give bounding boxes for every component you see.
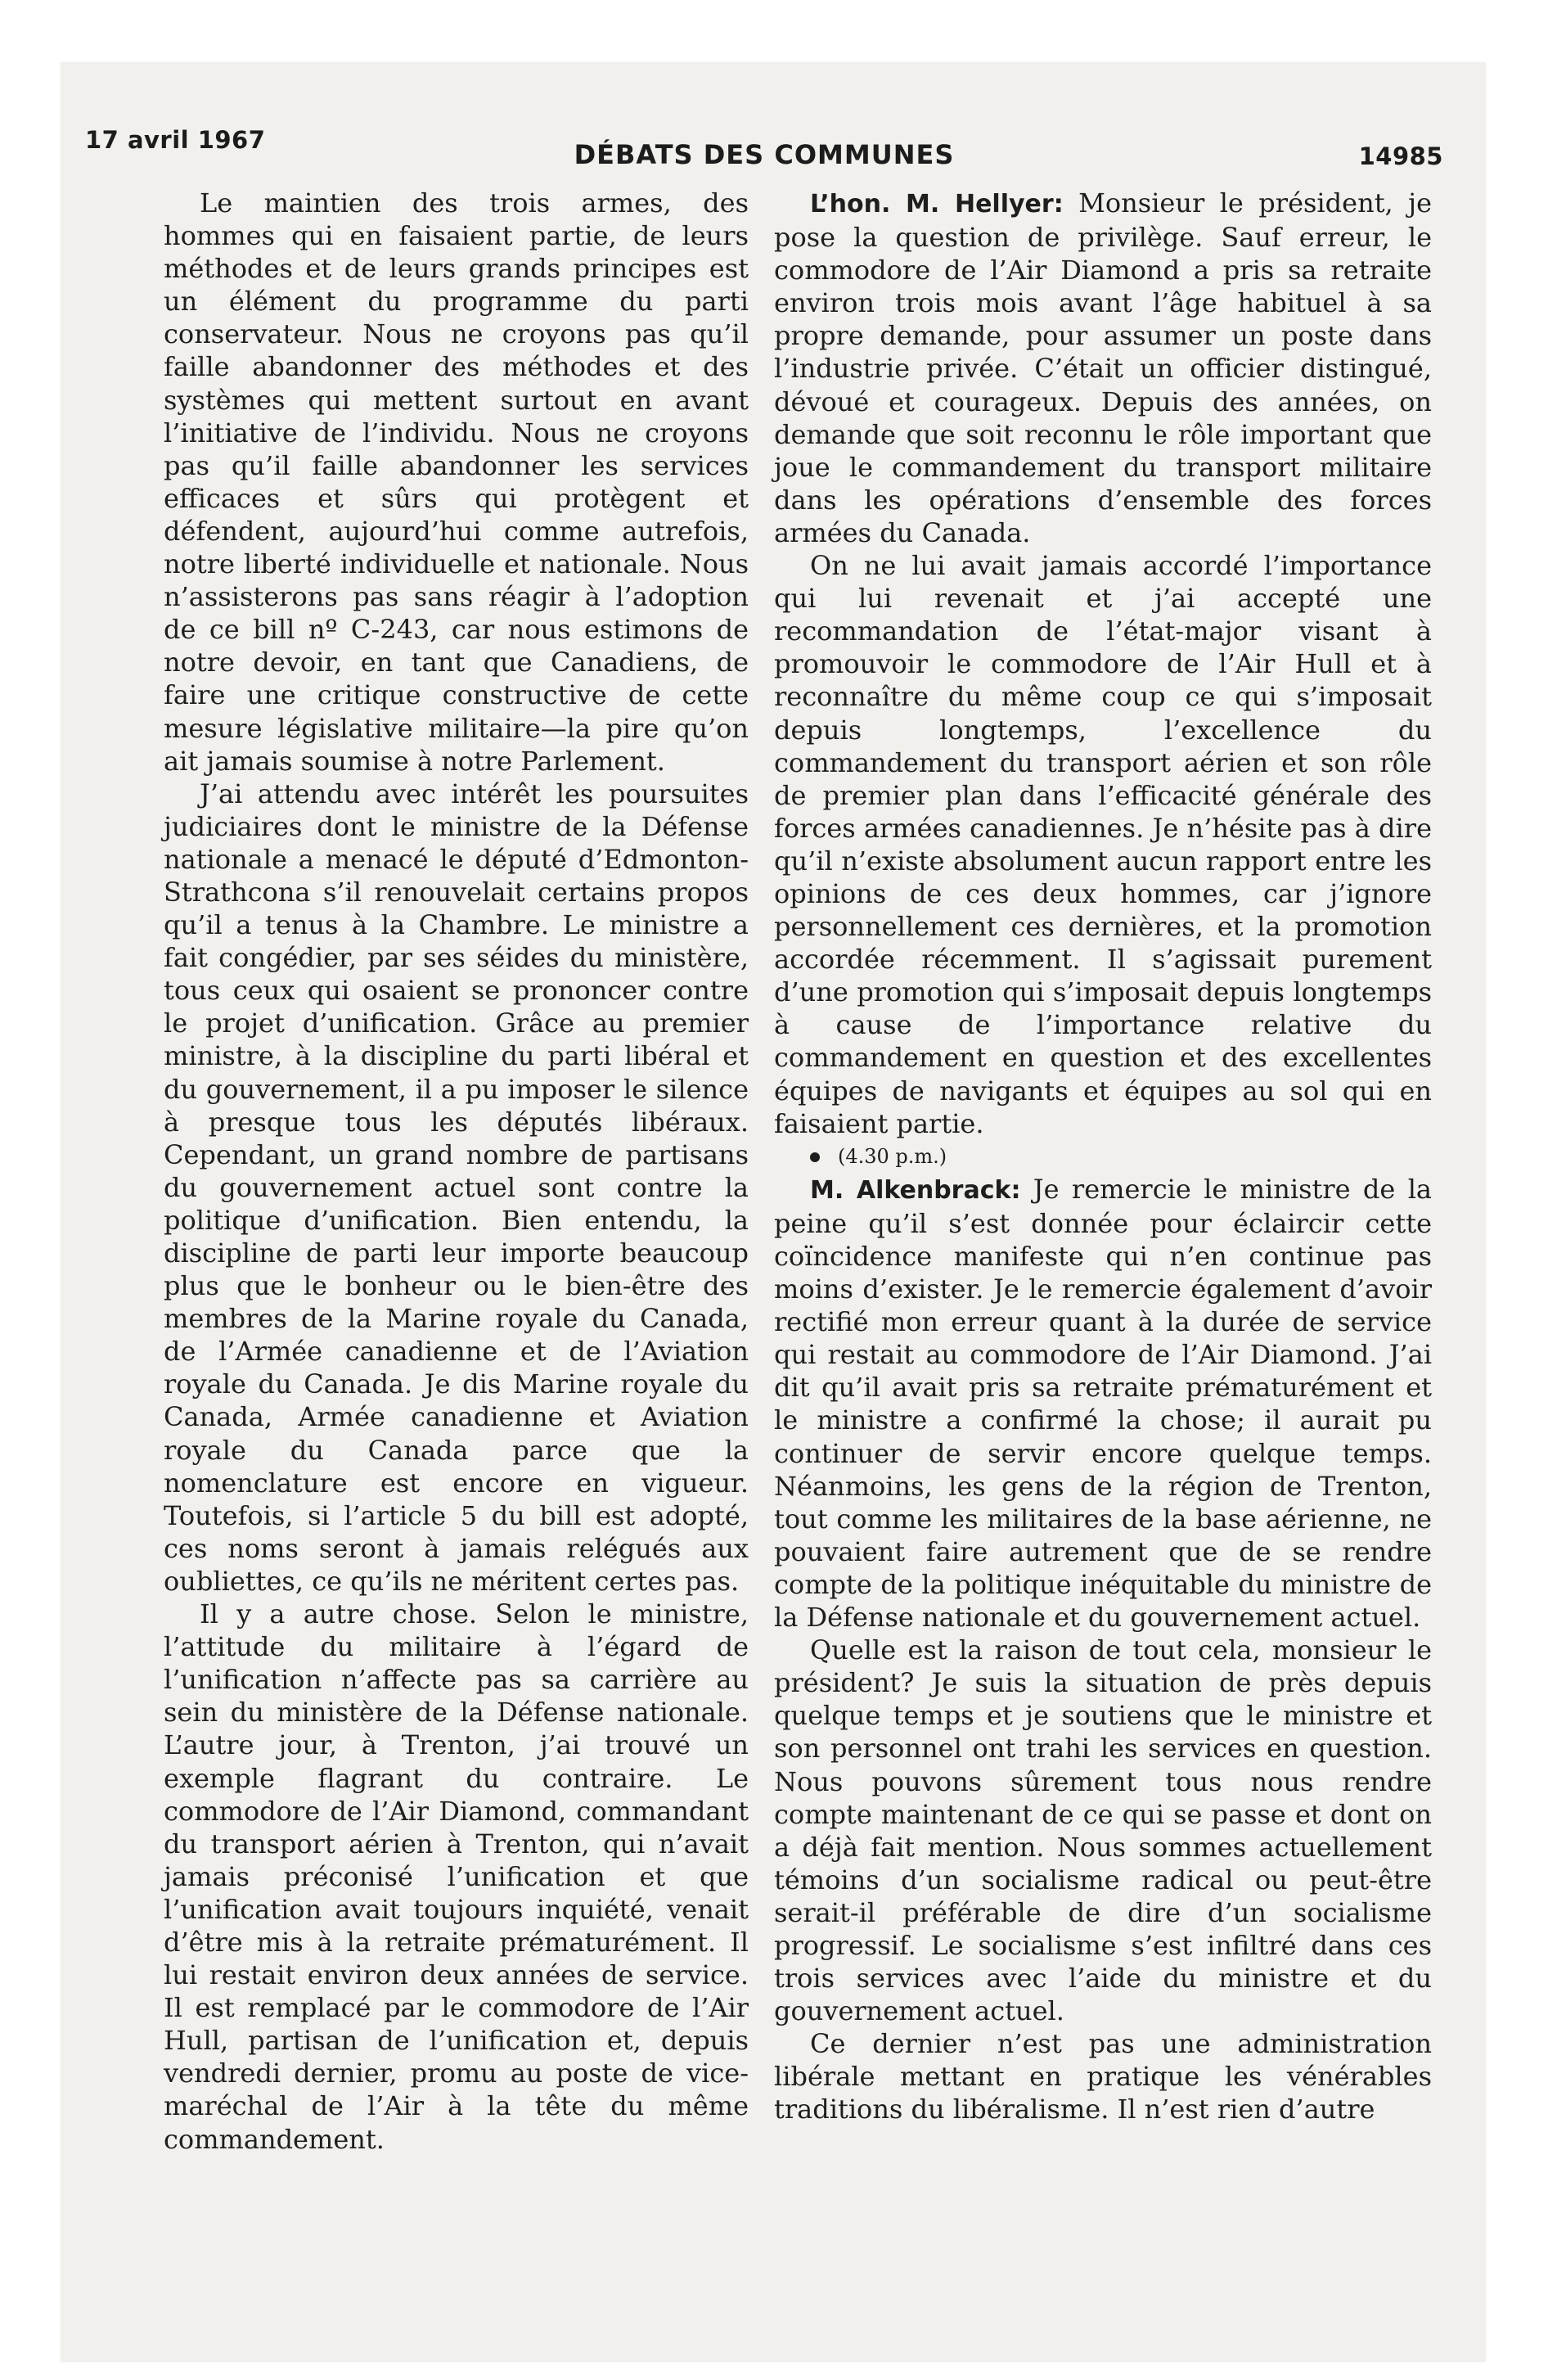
timestamp-line	[774, 1140, 1432, 1173]
right-paragraph-5: Ce dernier n’est pas une administration libérale mettant en pratique les vénérables traditions du libéralisme. Il n’est rien d’autre	[774, 2028, 1432, 2125]
left-paragraph-3: Il y a autre chose. Selon le ministre, l’attitude du militaire à l’égard de l’unification n’affecte pas sa carrière au sein du ministère de la Défense nationale. L’autre jour, à Trenton, j’ai trouvé un exemple flagrant du contraire. Le commodore de l’Air Diamond, commandant du transport aérien à Trenton, qui n’avait jamais préconisé l’unification et que l’unification avait toujours inquiété, venait d’être mis à la retraite prématurément. Il lui restait environ deux années de service. Il est remplacé par le commodore de l’Air Hull, partisan de l’unification et, depuis vendredi dernier, promu au poste de vice-maréchal de l’Air à la tête du même commandement.	[164, 1598, 749, 2155]
speaker-alkenbrack: M. Alkenbrack:	[810, 1175, 1021, 1205]
right-paragraph-3	[774, 1173, 1432, 1634]
right-paragraph-1-text: Monsieur le président, je pose la question de privilège. Sauf erreur, le commodore de l’Air Diamond a pris sa retraite environ trois mois avant l’âge habituel à sa propre demande, pour assumer un poste dans l’industrie privée. C’était un officier distingué, dévoué et courageux. Depuis des années, on demande que soit reconnu le rôle important que joue le commandement du transport militaire dans les opérations d’ensemble des forces armées du Canada.	[774, 187, 1432, 548]
page-header	[85, 123, 1443, 172]
right-paragraph-1	[774, 187, 1432, 549]
header-date: 17 avril 1967	[85, 126, 266, 154]
right-paragraph-2: On ne lui avait jamais accordé l’importance qui lui revenait et j’ai accepté une recommandation de l’état-major visant à promouvoir le commodore de l’Air Hull et à reconnaître du même coup ce qui s’imposait depuis longtemps, l’excellence du commandement du transport aérien et son rôle de premier plan dans l’efficacité générale des forces armées canadiennes. Je n’hésite pas à dire qu’il n’existe absolument aucun rapport entre les opinions de ces deux hommes, car j’ignore personnellement ces dernières, et la promotion accordée récemment. Il s’agissait purement d’une promotion qui s’imposait depuis longtemps à cause de l’importance relative du commandement en question et des excellentes équipes de navigants et équipes au sol qui en faisaient partie.	[774, 550, 1432, 1139]
left-paragraph-1: Le maintien des trois armes, des hommes qui en faisaient partie, de leurs méthodes et de leurs grands principes est un élément du programme du parti conservateur. Nous ne croyons pas qu’il faille abandonner des méthodes et des systèmes qui mettent surtout en avant l’initiative de l’individu. Nous ne croyons pas qu’il faille abandonner les services efficaces et sûrs qui protègent et défendent, aujourd’hui comme autrefois, notre liberté individuelle et nationale. Nous n’assisterons pas sans réagir à l’adoption de ce bill nº C-243, car nous estimons de notre devoir, en tant que Canadiens, de faire une critique constructive de cette mesure législative militaire—la pire qu’on ait jamais soumise à notre Parlement.	[164, 187, 749, 777]
right-column	[774, 187, 1432, 2126]
header-page-number: 14985	[1358, 142, 1443, 170]
left-paragraph-2: J’ai attendu avec intérêt les poursuites judiciaires dont le ministre de la Défense nationale a menacé le député d’Edmonton-Strathcona s’il renouvelait certains propos qu’il a tenus à la Chambre. Le ministre a fait congédier, par ses séides du ministère, tous ceux qui osaient se prononcer contre le projet d’unification. Grâce au premier ministre, à la discipline du parti libéral et du gouvernement, il a pu imposer le silence à presque tous les députés libéraux. Cependant, un grand nombre de partisans du gouvernement actuel sont contre la politique d’unification. Bien entendu, la discipline de parti leur importe beaucoup plus que le bonheur ou le bien-être des membres de la Marine royale du Canada, de l’Armée canadienne et de l’Aviation royale du Canada. Je dis Marine royale du Canada, Armée canadienne et Aviation royale du Canada parce que la nomenclature est encore en vigueur. Toutefois, si l’article 5 du bill est adopté, ces noms seront à jamais relégués aux oubliettes, ce qu’ils ne méritent certes pas.	[164, 778, 749, 1597]
left-column	[164, 187, 749, 2156]
right-paragraph-3-text: Je remercie le ministre de la peine qu’il s’est donnée pour éclaircir cette coïncidence manifeste qui n’en continue pas moins d’exister. Je le remercie également d’avoir rectifié mon erreur quant à la durée de service qui restait au commodore de l’Air Diamond. J’ai dit qu’il avait pris sa retraite prématurément et le ministre a confirmé la chose; il aurait pu continuer de servir encore quelque temps. Néanmoins, les gens de la région de Trenton, tout comme les militaires de la base aérienne, ne pouvaient faire autrement que de se rendre compte de la politique inéquitable du ministre de la Défense nationale et du gouvernement actuel.	[774, 1173, 1433, 1634]
right-paragraph-4: Quelle est la raison de tout cela, monsieur le président? Je suis la situation de près depuis quelque temps et je soutiens que le ministre et son personnel ont trahi les services en question. Nous pouvons sûrement tous nous rendre compte maintenant de ce qui se passe et dont on a déjà fait mention. Nous sommes actuellement témoins d’un socialisme radical ou peut-être serait-il préférable de dire d’un socialisme progressif. Le socialisme s’est infiltré dans ces trois services avec l’aide du ministre et du gouvernement actuel.	[774, 1634, 1432, 2027]
timestamp: (4.30 p.m.)	[838, 1144, 947, 1168]
header-title: DÉBATS DES COMMUNES	[574, 139, 955, 170]
bullet-icon	[810, 1152, 820, 1162]
speaker-hellyer: L’hon. M. Hellyer:	[810, 190, 1064, 219]
